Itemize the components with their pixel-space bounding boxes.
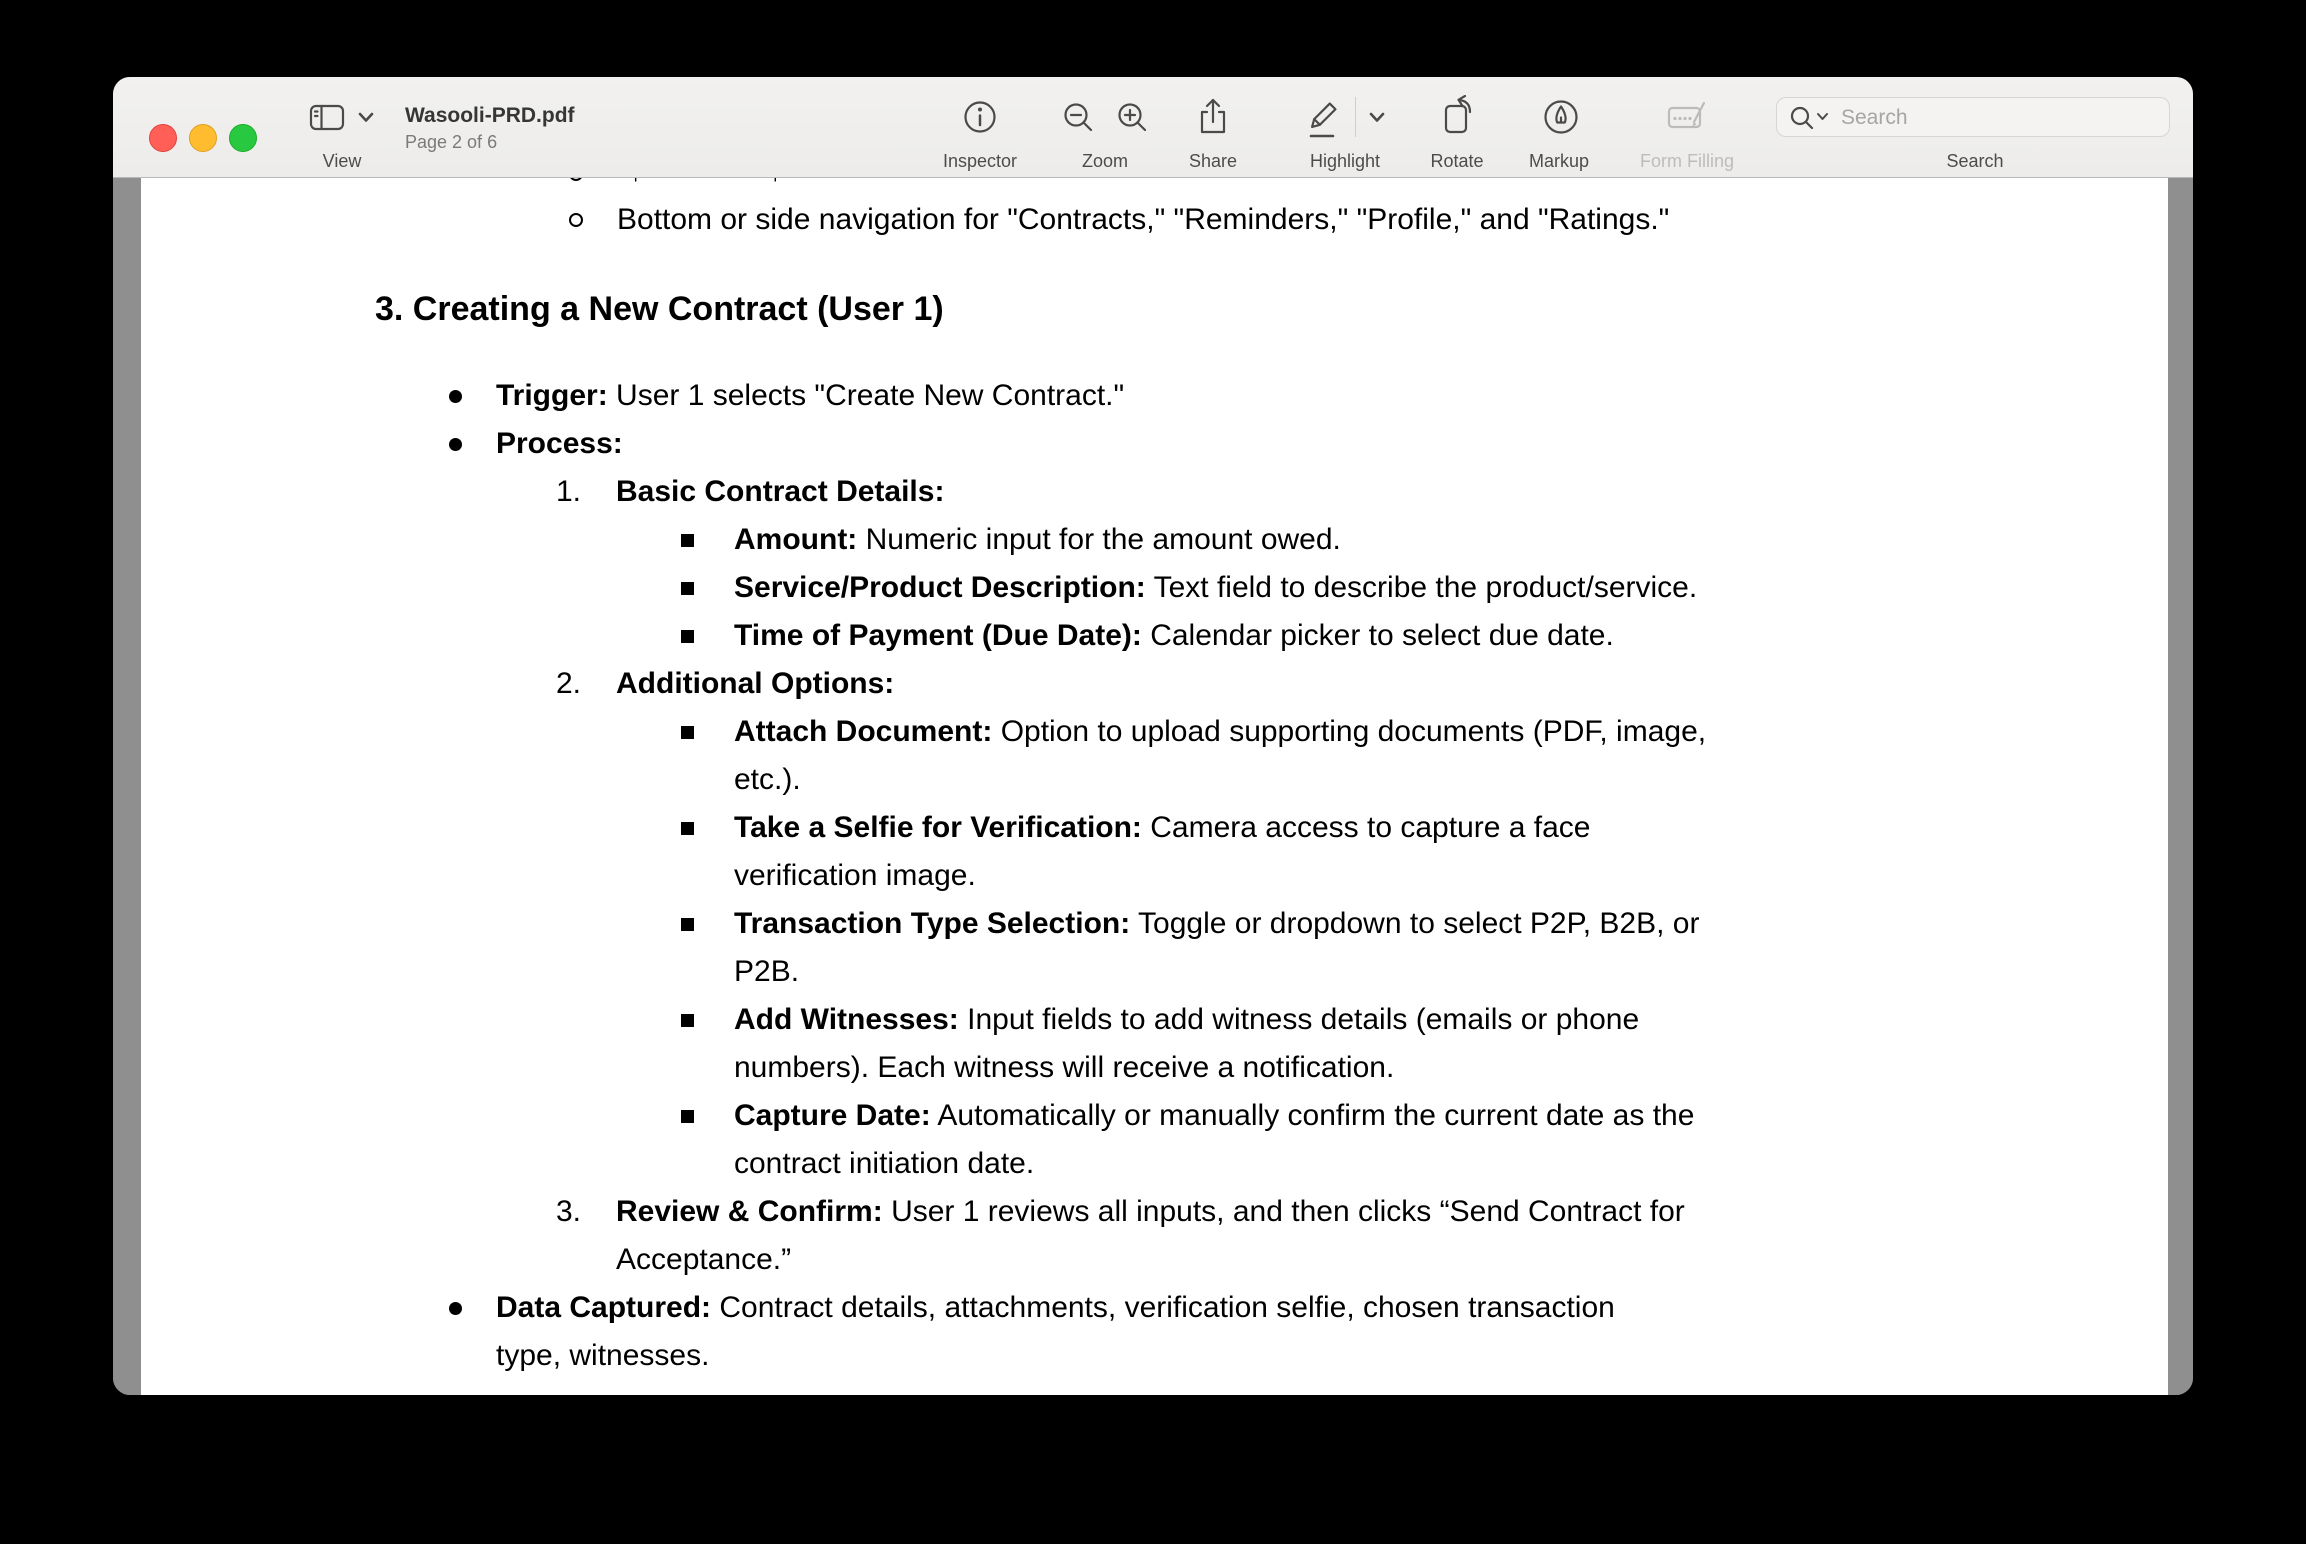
- disc-bullet: [449, 438, 462, 451]
- share-icon: [1191, 95, 1235, 139]
- list-number: 3.: [556, 1195, 582, 1228]
- list-item: Service/Product Description: Text field to describe the product/service.: [141, 564, 2168, 612]
- chevron-down-icon: [351, 95, 381, 139]
- inspector-button[interactable]: [958, 95, 1002, 139]
- circle-bullet: [569, 213, 583, 227]
- markup-button[interactable]: [1539, 95, 1583, 139]
- list-item: Take a Selfie for Verification: Camera access to capture a face verification image.: [141, 804, 2168, 900]
- rotate-label: Rotate: [1430, 151, 1484, 171]
- minimize-button[interactable]: [189, 124, 217, 152]
- list-item: Amount: Numeric input for the amount owed.: [141, 516, 2168, 564]
- disc-bullet: [449, 390, 462, 403]
- list-item: Attach Document: Option to upload supporting documents (PDF, image, etc.).: [141, 708, 2168, 804]
- info-icon: [958, 95, 1002, 139]
- toolbar-divider: [1355, 97, 1356, 137]
- highlight-menu-button[interactable]: [1362, 95, 1392, 139]
- list-item: Time of Payment (Due Date): Calendar picker to select due date.: [141, 612, 2168, 660]
- disc-bullet: [449, 1302, 462, 1315]
- numbered-item: 1. Basic Contract Details:: [141, 468, 2168, 516]
- list-item: Add Witnesses: Input fields to add witness details (emails or phone numbers). Each witness will receive a notification.: [141, 996, 2168, 1092]
- page-indicator: Page 2 of 6: [405, 132, 498, 152]
- markup-icon: [1539, 95, 1583, 139]
- sidebar-icon: [305, 95, 349, 139]
- share-button[interactable]: [1191, 95, 1235, 139]
- section-heading: 3. Creating a New Contract (User 1): [375, 290, 944, 328]
- fullscreen-button[interactable]: [229, 124, 257, 152]
- zoom-in-button[interactable]: [1110, 95, 1154, 139]
- markup-label: Markup: [1528, 151, 1590, 171]
- view-button[interactable]: [305, 95, 395, 139]
- preview-window: [113, 77, 2193, 1395]
- numbered-item: 3. Review & Confirm: User 1 reviews all inputs, and then clicks “Send Contract for Acceptance.”: [141, 1188, 2168, 1284]
- document-title-block: [405, 103, 575, 155]
- square-bullet: [681, 630, 694, 643]
- list-item: Process:: [141, 420, 2168, 468]
- chevron-down-icon: [1362, 95, 1392, 139]
- square-bullet: [681, 1014, 694, 1027]
- list-item: Trigger: User 1 selects "Create New Contract.": [141, 372, 2168, 420]
- search-field: [1776, 97, 2170, 137]
- search-label: Search: [1946, 151, 2004, 171]
- search-input[interactable]: [1839, 101, 2163, 135]
- square-bullet: [681, 822, 694, 835]
- rotate-button[interactable]: [1435, 95, 1479, 139]
- toolbar: [113, 77, 2193, 178]
- document-title: Wasooli-PRD.pdf: [405, 104, 575, 127]
- square-bullet: [681, 918, 694, 931]
- pdf-page: [141, 177, 2168, 1395]
- list-item: Data Captured: Contract details, attachments, verification selfie, chosen transaction type, witnesses.: [141, 1284, 2168, 1380]
- highlight-label: Highlight: [1309, 151, 1381, 171]
- list-number: 1.: [556, 475, 582, 508]
- square-bullet: [681, 582, 694, 595]
- document-text: [141, 177, 2168, 1380]
- document-scroll-area[interactable]: [113, 177, 2193, 1395]
- list-item: Transaction Type Selection: Toggle or dropdown to select P2P, B2B, or P2B.: [141, 900, 2168, 996]
- list-item: Bottom or side navigation for "Contracts," "Reminders," "Profile," and "Ratings.": [141, 196, 2168, 244]
- zoom-label: Zoom: [1081, 151, 1128, 171]
- highlight-pen-icon: [1300, 95, 1344, 139]
- share-label: Share: [1188, 151, 1238, 171]
- zoom-out-button[interactable]: [1056, 95, 1100, 139]
- list-number: 2.: [556, 667, 582, 700]
- view-label: View: [322, 151, 362, 171]
- numbered-item: 2. Additional Options:: [141, 660, 2168, 708]
- rotate-icon: [1435, 95, 1479, 139]
- square-bullet: [681, 1110, 694, 1123]
- highlight-button[interactable]: [1300, 95, 1344, 139]
- zoom-out-icon: [1056, 95, 1100, 139]
- form-filling-icon: [1665, 95, 1709, 139]
- square-bullet: [681, 726, 694, 739]
- form-filling-label: Form Filling: [1639, 151, 1734, 171]
- search-icon: [1787, 104, 1841, 132]
- square-bullet: [681, 534, 694, 547]
- inspector-label: Inspector: [942, 151, 1018, 171]
- close-button[interactable]: [149, 124, 177, 152]
- zoom-in-icon: [1110, 95, 1154, 139]
- list-item: Capture Date: Automatically or manually confirm the current date as the contract initiation date.: [141, 1092, 2168, 1188]
- form-filling-button: [1665, 95, 1709, 139]
